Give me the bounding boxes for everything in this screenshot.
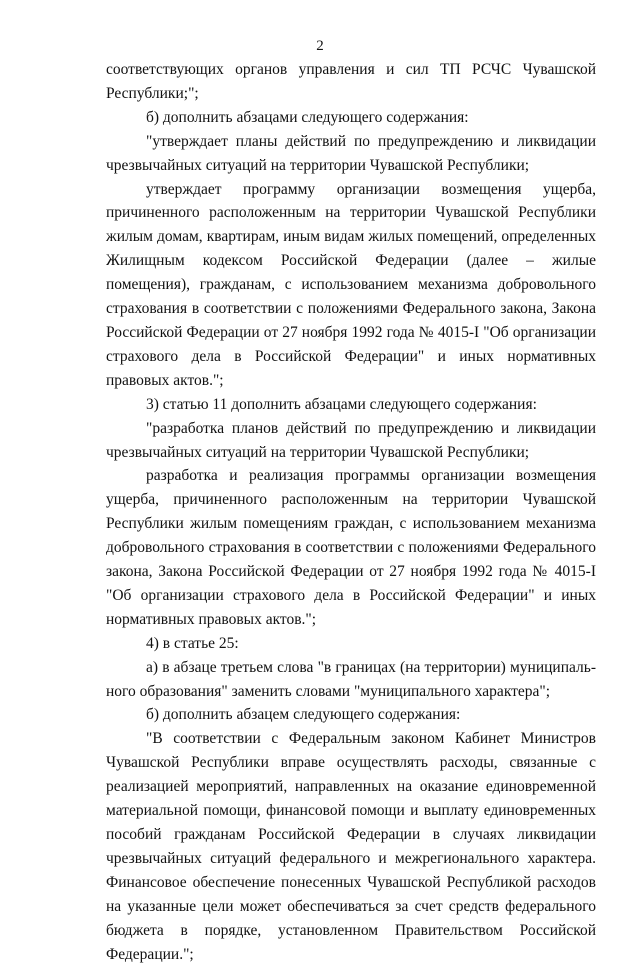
paragraph-item-4: 4) в статье 25: bbox=[146, 634, 239, 652]
paragraph-item-b: б) дополнить абзацами следующего содержания: bbox=[146, 108, 469, 126]
page-number: 2 bbox=[316, 38, 324, 54]
paragraph-quote-plans: "утверждает планы действий по предупреждению и ликвидации чрезвычайных ситуаций на территории Чувашской Республики; bbox=[106, 132, 596, 174]
paragraph-compensation-program: утверждает программу организации возмещения ущерба, причиненного расположенным на территории Чувашской Республики жилым домам, квартирам, иным видам жилых помещений, определенных Жилищным кодексом Российской Федерации (далее – жилые помещения), гражданам, с использованием механизма добровольного страхования в соответствии с положениями Федерального закона, Закона Российской Федерации от 27 ноября 1992 года № 4015-I "Об организации страхового дела в Российской Федерации" и иных нормативных правовых актов."; bbox=[106, 180, 596, 389]
paragraph-continuation: соответствующих органов управления и сил ТП РСЧС Чувашской Республики;"; bbox=[106, 61, 596, 102]
paragraph-item-3: 3) статью 11 дополнить абзацами следующего содержания: bbox=[146, 395, 537, 413]
document-body bbox=[106, 58, 596, 966]
paragraph-item-a: а) в абзаце третьем слова "в границах (на территории) муниципального образования" заменить словами "муниципального характера"; bbox=[106, 658, 596, 700]
paragraph-cabinet-expenses: "В соответствии с Федеральным законом Кабинет Министров Чувашской Республики вправе осуществлять расходы, связанные с реализацией мероприятий, направленных на оказание единовременной материальной помощи, финансовой помощи и выплату единовременных пособий гражданам Российской Федерации в случаях ликвидации чрезвычайных ситуаций федерального и межрегионального характера. Финансовое обеспечение понесенных Чувашской Республикой расходов на указанные цели может обеспечиваться за счет средств федерального бюджета в порядке, установленном Правительством Российской Федерации."; bbox=[106, 730, 596, 963]
paragraph-quote-plan-development: "разработка планов действий по предупреждению и ликвидации чрезвычайных ситуаций на территории Чувашской Республики; bbox=[106, 419, 596, 461]
paragraph-program-development: разработка и реализация программы организации возмещения ущерба, причиненного расположенным на территории Чувашской Республики жилым помещениям граждан, с использованием механизма добровольного страхования в соответствии с положениями Федерального закона, Закона Российской Федерации от 27 ноября 1992 года № 4015-I "Об организации страхового дела в Российской Федерации" и иных нормативных правовых актов."; bbox=[106, 467, 596, 628]
paragraph-item-b-second: б) дополнить абзацем следующего содержания: bbox=[146, 706, 461, 724]
